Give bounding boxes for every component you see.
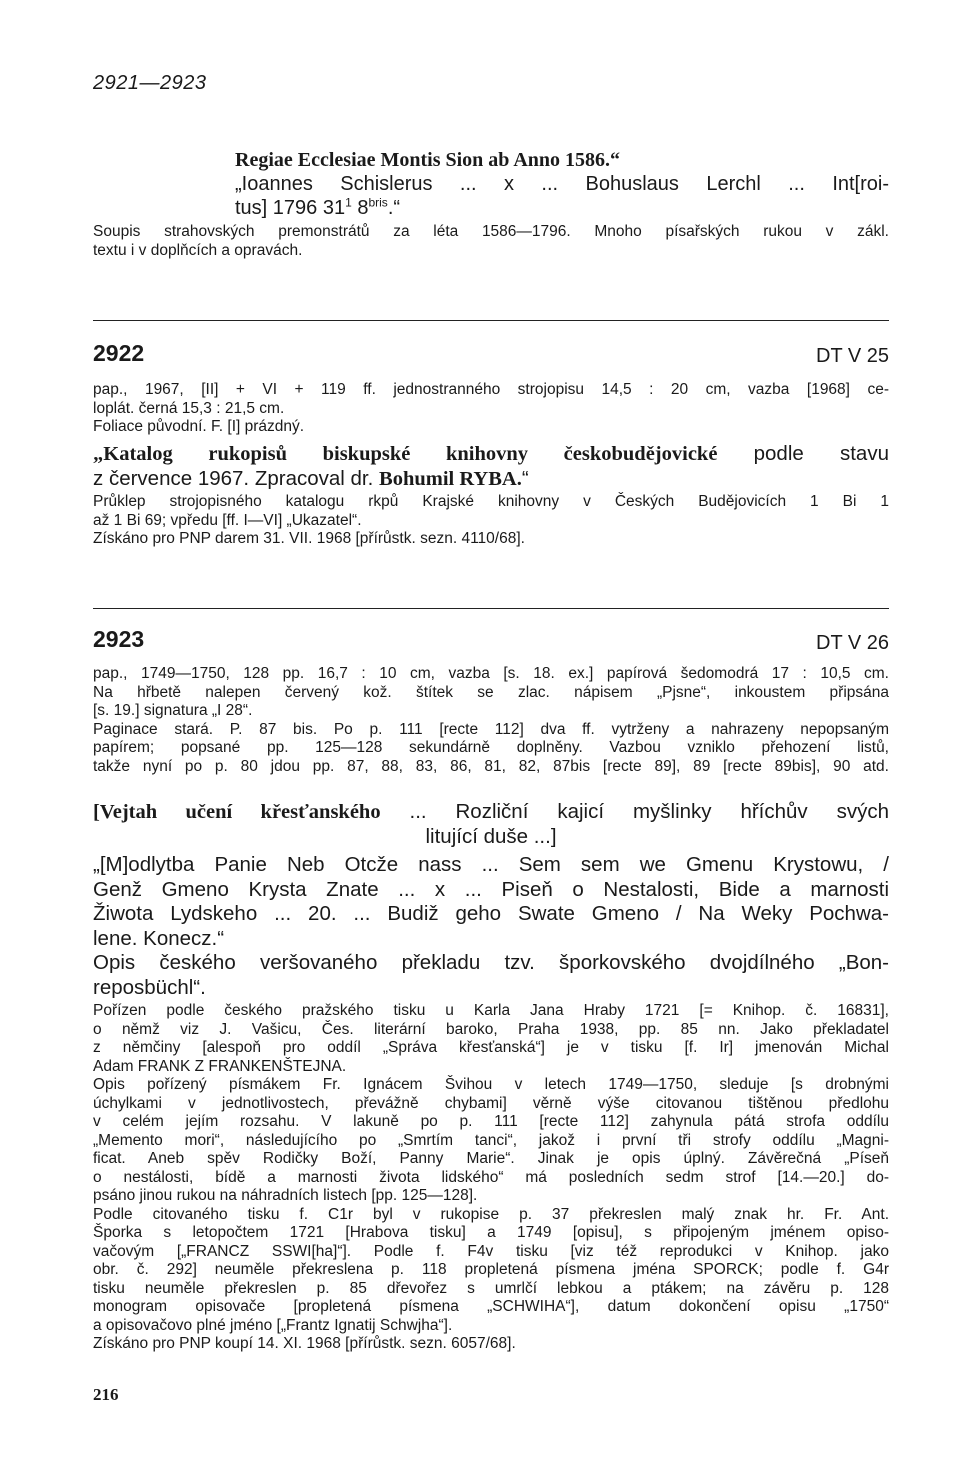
title-text: z července 1967. Zpracoval dr. — [93, 466, 380, 490]
description-line: loplát. černá 15,3 : 21,5 cm. — [93, 399, 285, 417]
incipit-text: .“ — [387, 197, 401, 219]
note-line: Šporka s letopočtem 1721 [Hrabova tisku] a 1749 [opisu], s připojeným jménem opiso- — [93, 1224, 889, 1241]
note-line: a opisovačovo plné jméno [„Frantz Ignatij Schwjha“]. — [93, 1316, 453, 1334]
entry-2922-description — [93, 381, 889, 437]
description-line: Na hřbetě nalepen červený kož. štítek se zlac. nápisem „Pjsne“, inkoustem připsána — [93, 683, 889, 701]
note-line: o němž viz J. Vašicu, Čes. literární baroko, Praha 1938, pp. 85 nn. Jako překladatel — [93, 1020, 889, 1038]
note-line: psáno jinou rukou na náhradních listech [pp. 125—128]. — [93, 1187, 478, 1204]
section-divider — [93, 320, 889, 321]
description-line: pap., 1967, [II] + VI + 119 ff. jednostranného strojopisu 14,5 : 20 cm, vazba [1968] ce- — [93, 381, 889, 398]
title-bold: „Katalog rukopisů biskupské knihovny českobudějovické — [93, 443, 718, 465]
entry-2923-notes — [93, 1002, 889, 1354]
title-line — [93, 467, 889, 492]
note-line: tisku neuměle překreslen p. 85 dřevořez s umrlčí lebkou a ptákem; na závěru p. 128 — [93, 1279, 889, 1297]
incipit-line — [235, 196, 889, 220]
title-line — [93, 800, 889, 825]
note-line: Opis pořízený písmákem Fr. Ignácem Švihou v letech 1749—1750, sleduje [s drobnými — [93, 1076, 889, 1093]
entry-2923-title — [93, 800, 889, 849]
title-text: ... Rozliční kajicí myšlinky hříchův svých — [380, 800, 889, 823]
incipit-line: „Ioannes Schislerus ... x ... Bohuslaus Lerchl ... Int[roi- — [235, 173, 889, 195]
running-head: 2921—2923 — [93, 72, 207, 94]
title-text: “ — [521, 466, 529, 490]
title-bold: [Vejtah učení křesťanského — [93, 801, 381, 823]
title-line — [93, 442, 889, 467]
note-line: monogram opisovače [propletená písmena „SCHWIHA“], datum dokončení opisu „1750“ — [93, 1298, 889, 1315]
incipit-line: Opis českého veršovaného překladu tzv. šporkovského dvojdílného „Bon- — [93, 951, 889, 974]
description-line: Foliace původní. F. [I] prázdný. — [93, 418, 305, 435]
note-line: Adam FRANK Z FRANKENŠTEJNA. — [93, 1057, 347, 1075]
note-line: Průklep strojopisného katalogu rkpů Krajské knihovny v Českých Budějovicích 1 Bi 1 — [93, 493, 889, 510]
note-line: Získáno pro PNP darem 31. VII. 1968 [přírůstk. sezn. 4110/68]. — [93, 530, 525, 547]
note-line: „Memento mori“, následujícího po „Smrtím tanci“, jakož i první tři strofy oddílu „Magni- — [93, 1131, 889, 1149]
note-line: vačovým [„FRANCZ SSWI[ha]“]. Podle f. F4v tisku [viz též reprodukci v Knihop. jako — [93, 1242, 889, 1260]
incipit-line: „[M]odlytba Panie Neb Otcže nass ... Sem sem we Gmenu Krystowu, / — [93, 853, 889, 876]
note-line: Soupis strahovských premonstrátů za léta 1586—1796. Mnoho písařských rukou v zákl. — [93, 223, 889, 240]
entry-number: 2923 — [93, 626, 145, 652]
incipit-line: Žiwota Lydskeho ... 20. ... Budiž geho Swate Gmeno / Na Weky Pochwa- — [93, 902, 889, 925]
shelf-signature: DT V 25 — [816, 345, 889, 367]
entry-2923-incipit — [93, 853, 889, 1000]
note-line: Získáno pro PNP koupí 14. XI. 1968 [přírůstk. sezn. 6057/68]. — [93, 1335, 516, 1352]
note-line: úchylkami v jednotlivostech, převážně chybami] věrně výše citovanou tištěnou předlohu — [93, 1094, 889, 1112]
incipit-line: lene. Konecz.“ — [93, 926, 225, 950]
entry-2922-title — [93, 442, 889, 491]
entry-number: 2922 — [93, 340, 145, 366]
note-line: v celém jejím rozsahu. V lakuně po p. 111 [recte 112] zahynula pátá strofa oddílu — [93, 1113, 889, 1130]
description-line: Paginace stará. P. 87 bis. Po p. 111 [recte 112] dva ff. vytrženy a nahrazeny nepopsaným — [93, 720, 889, 738]
entry-2921-continuation — [235, 148, 889, 220]
note-line: ficat. Aneb spěv Rodičky Boží, Panny Marie“. Jinak je opis úplný. Závěrečná „Píseň — [93, 1150, 889, 1167]
description-line: pap., 1749—1750, 128 pp. 16,7 : 10 cm, vazba [s. 18. ex.] papírová šedomodrá 17 : 10,5 cm. — [93, 665, 889, 682]
note-line: Podle citovaného tisku f. C1r byl v rukopise p. 37 překreslen malý znak hr. Fr. Ant. — [93, 1205, 889, 1223]
incipit-line: Genž Gmeno Krysta Znate ... x ... Piseň o Nestalosti, Bide a marnosti — [93, 877, 889, 901]
shelf-signature: DT V 26 — [816, 632, 889, 654]
section-divider — [93, 608, 889, 609]
incipit-line: reposbüchl“. — [93, 975, 206, 999]
note-line: o nestálosti, bídě a marnosti života lidského“ má posledních sedm strof [14.—20.] do- — [93, 1168, 889, 1186]
superscript: 1 — [345, 195, 352, 210]
title-line: litující duše ...] — [425, 824, 557, 848]
note-line: textu i v doplňcích a opravách. — [93, 241, 303, 259]
note-line: obr. č. 292] neuměle překreslena p. 118 propletená písmena jména SPORCK; podle f. G4r — [93, 1261, 889, 1278]
description-line: takže nyní po p. 80 jdou pp. 87, 88, 83, 86, 81, 82, 87bis [recte 89], 89 [recte 89bis], 90 atd. — [93, 757, 889, 775]
note-line: až 1 Bi 69; vpředu [ff. I—VI] „Ukazatel“. — [93, 511, 362, 529]
entry-2923-description — [93, 665, 889, 776]
note-line: Pořízen podle českého pražského tisku u Karla Jana Hraby 1721 [= Knihop. č. 16831], — [93, 1002, 889, 1019]
incipit-text: 8 — [351, 197, 369, 219]
title-line: Regiae Ecclesiae Montis Sion ab Anno 1586.“ — [235, 149, 621, 171]
entry-2921-note — [93, 223, 889, 260]
description-line: papírem; popsané pp. 125—128 sekundárně doplněny. Vazbou vzniklo přehození listů, — [93, 739, 889, 756]
description-line: [s. 19.] signatura „I 28“. — [93, 702, 253, 719]
title-text: podle stavu — [717, 442, 889, 465]
page-number: 216 — [93, 1385, 119, 1404]
entry-2922-notes — [93, 493, 889, 549]
incipit-text: tus] 1796 31 — [235, 197, 346, 219]
author-name: Bohumil RYBA. — [379, 467, 522, 490]
note-line: z němčiny [alespoň pro oddíl „Správa křesťanská“] je v tisku [f. Ir] jmenován Michal — [93, 1039, 889, 1056]
superscript: bris — [368, 195, 388, 210]
